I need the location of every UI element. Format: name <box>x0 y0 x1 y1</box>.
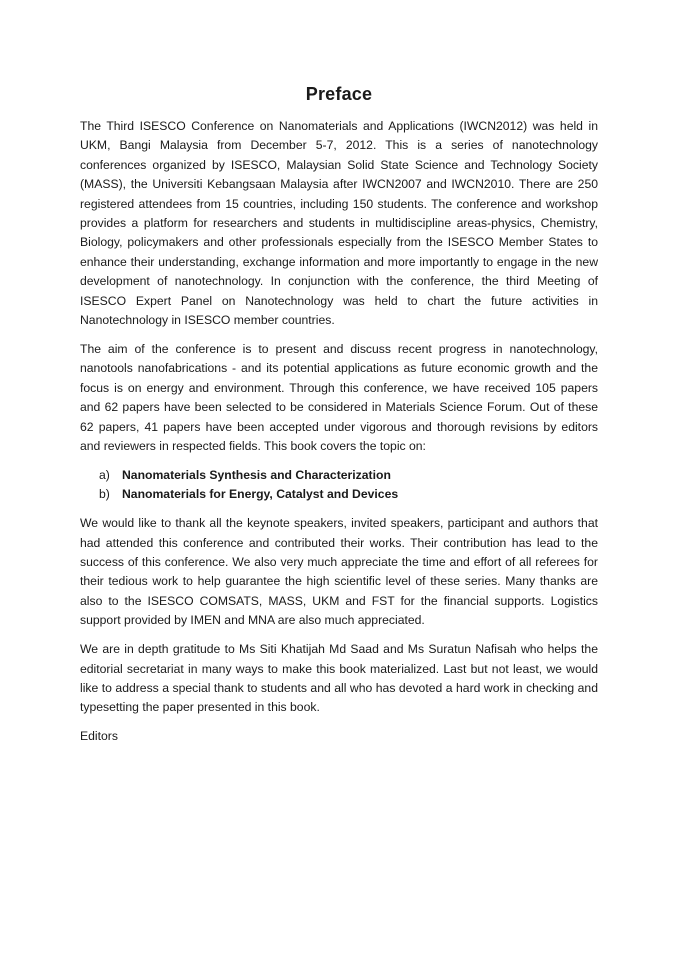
list-item <box>80 485 598 504</box>
page-title: Preface <box>305 84 373 104</box>
list-marker: b) <box>99 487 110 502</box>
document-page <box>80 82 598 747</box>
signature: Editors <box>80 729 118 744</box>
list-item <box>80 466 598 485</box>
intro-paragraph: The Third ISESCO Conference on Nanomaterials and Applications (IWCN2012) was held in UKM, Bangi Malaysia from December 5-7, 2012. This is a series of nanotechnology conferences organized by ISESCO, Malaysian Solid State Science and Technology Society (MASS), the Universiti Kebangsaan Malaysia after IWCN2007 and IWCN2010. There are 250 registered attendees from 15 countries, including 150 students. The conference and workshop provides a platform for researchers and students in multidiscipline areas-physics, Chemistry, Biology, policymakers and other professionals especially from the ISESCO Member States to enhance their understanding, exchange information and more importantly to engage in the new development of nanotechnology. In conjunction with the conference, the third Meeting of ISESCO Expert Panel on Nanotechnology was held to chart the future activities in Nanotechnology in ISESCO member countries. <box>80 119 598 328</box>
aim-paragraph: The aim of the conference is to present and discuss recent progress in nanotechnology, nanotools nanofabrications - and its potential applications as future economic growth and the focus is on energy and environment. Through this conference, we have received 105 papers and 62 papers have been selected to be considered in Materials Science Forum. Out of these 62 papers, 41 papers have been accepted under vigorous and thorough revisions by editors and reviewers in respected fields. This book covers the topic on: <box>80 341 598 453</box>
list-marker: a) <box>99 467 110 482</box>
topic-list <box>80 466 598 505</box>
acknowledgement-paragraph: We would like to thank all the keynote speakers, invited speakers, participant and authors that had attended this conference and contributed their works. Their contribution has lead to the success of this conference. We also very much appreciate the time and effort of all referees for their tedious work to help guarantee the high scientific level of these series. Many thanks are also to the ISESCO COMSATS, MASS, UKM and FST for the financial supports. Logistics support provided by IMEN and MNA are also much appreciated. <box>80 516 598 628</box>
topic-label: Nanomaterials Synthesis and Characterization <box>122 467 391 482</box>
gratitude-paragraph: We are in depth gratitude to Ms Siti Khatijah Md Saad and Ms Suratun Nafisah who helps the editorial secretariat in many ways to make this book materialized. Last but not least, we would like to address a special thank to students and all who has devoted a hard work in checking and typesetting the paper presented in this book. <box>80 642 598 715</box>
topic-label: Nanomaterials for Energy, Catalyst and Devices <box>122 487 399 502</box>
